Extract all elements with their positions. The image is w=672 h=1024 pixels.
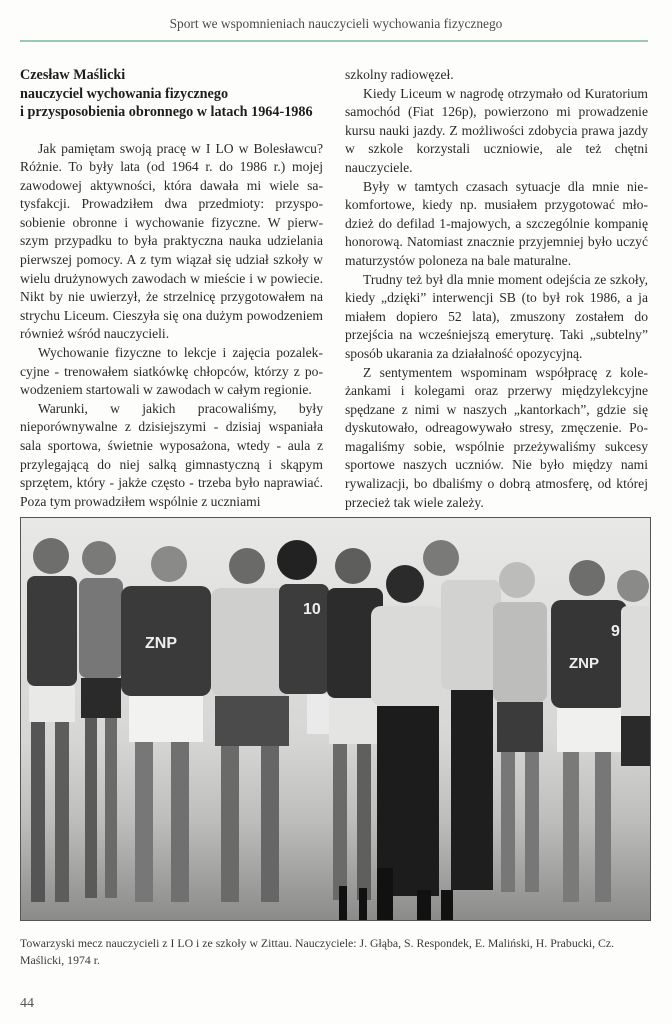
body-paragraph: Jak pamiętam swoją pracę w I LO w Bolesławcu? Różnie. To były lata (od 1964 r. do 1986 r.) mojej zawodowej aktywności, która dawała mi wiele satysfakcji. Prowadziłem dwa przedmioty: przysposobienie obronne i wychowanie fizyczne. W pierwszym przypadku to była praktyczna nauka udzielania pierwszej pomocy. A z tym wiązał się udział szkoły w wielu drużynowych zawodach w mieście i w powiecie. Nikt by nie uwierzył, że strzelnicę przygotowałem na strychu Liceum. Cieszyła się ona dużym powodzeniem również wśród nauczycieli. — [20, 140, 323, 342]
body-paragraph: Były w tamtych czasach sytuacje dla mnie niekomfortowe, kiedy np. musiałem przygotować młodzież do defilad 1-majowych, a szczególnie kompanię honorową. Natomiast znacznie przyjemniej było uczyć maturzystów poloneza na bale maturalne. — [345, 178, 648, 268]
shirt-number: 10 — [303, 601, 321, 618]
author-name: Czesław Maślicki — [20, 67, 126, 83]
body-paragraph: Trudny też był dla mnie moment odejścia ze szkoły, kiedy „dzięki” interwencji SB (to był rok 1986, a ja miałem dopiero 52 lata), zmuszony zostałem do przejścia na wcześniejszą emeryturę. Taki „subtelny” sposób ukarania za działalność opozycyjną. — [345, 271, 648, 361]
author-role-line-1: nauczyciel wychowania fizycznego — [20, 85, 229, 102]
author-heading — [20, 66, 323, 122]
shirt-number: 9 — [611, 623, 620, 640]
running-head-title: Sport we wspomnieniach nauczycieli wychowania fizycznego — [169, 16, 503, 31]
team-photo — [20, 517, 651, 921]
person-figure — [371, 565, 443, 896]
shirt-text: ZNP — [145, 635, 177, 652]
body-paragraph-continuation: szkolny radiowęzeł. — [345, 67, 454, 82]
body-paragraph: Z sentymentem wspominam współpracę z koleżankami i kolegami oraz przerwy międzylekcyjne spędzane z nimi w naszych „kantorkach”, gdzie się dyskutowało, odreagowywało stresy, zmęczenie. Pomagaliśmy sobie, wspólnie przeżywaliśmy sukcesy sportowe naszych uczniów. Nie było między nami rywalizacji, bo dbaliśmy o dobrą atmosferę, od której przecież tak wiele zależy. — [345, 364, 648, 510]
body-paragraph: Warunki, w jakich pracowaliśmy, były nieporównywalne z dzisiejszymi - dzisiaj wspaniała sala sportowa, świetnie wyposażona, wtedy - aula z przylegającą do niej salką gimnastyczną i skąpym sprzętem, który - jakże często - trzeba było naprawiać. Poza tym prowadziłem wspólnie z uczniami — [20, 400, 323, 509]
page-number: 44 — [20, 996, 34, 1011]
team-photo-illustration — [21, 518, 651, 921]
photo-caption: Towarzyski mecz nauczycieli z I LO i ze szkoły w Zittau. Nauczyciele: J. Głąba, S. Respondek, E. Maliński, H. Prabucki, Cz. Maślicki, 1974 r. — [20, 936, 615, 967]
right-column — [345, 66, 648, 512]
body-paragraph: Wychowanie fizyczne to lekcje i zajęcia pozalekcyjne - trenowałem siatkówkę chłopców, którzy z powodzeniem startowali w zawodach w całym regionie. — [20, 345, 323, 398]
author-role-line-2: i przysposobienia obronnego w latach 1964-1986 — [20, 104, 313, 120]
body-paragraph: Kiedy Liceum w nagrodę otrzymało od Kuratorium samochód (Fiat 126p), powierzono mi prowadzenie kursu nauki jazdy. Z możliwości zdobycia prawa jazdy w szkole korzystali uczniowie, ale też chętni nauczyciele. — [345, 85, 648, 175]
shirt-text: ZNP — [569, 655, 599, 672]
left-column — [20, 66, 323, 511]
header-rule — [20, 40, 648, 42]
